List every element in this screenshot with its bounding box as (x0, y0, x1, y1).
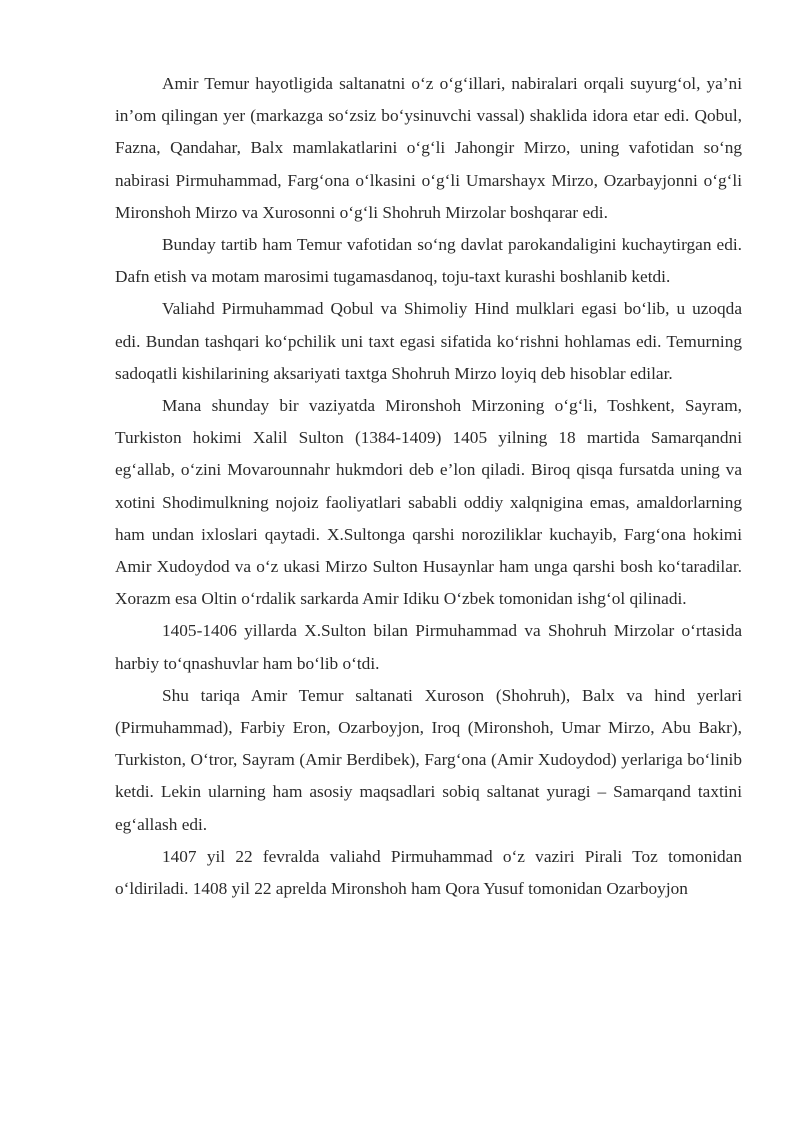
paragraph-1: Amir Temur hayotligida saltanatni o‘z o‘g‘illari, nabiralari orqali suyurg‘ol, ya’ni in’om qilingan yer (markazga so‘zsiz bo‘ysinuvchi vassal) shaklida idora etar edi. Qobul, Fazna, Qandahar, Balx mamlakatlarini o‘g‘li Jahongir Mirzo, uning vafotidan so‘ng nabirasi Pirmuhammad, Farg‘ona o‘lkasini o‘g‘li Umarshayx Mirzo, Ozarbayjonni o‘g‘li Mironshoh Mirzo va Xurosonni o‘g‘li Shohruh Mirzolar boshqarar edi. (115, 74, 742, 222)
paragraph-2: Bunday tartib ham Temur vafotidan so‘ng davlat parokandaligini kuchaytirgan edi. Dafn etish va motam marosimi tugamasdanoq, toju-taxt kurashi boshlanib ketdi. (115, 235, 742, 287)
paragraph-5: 1405-1406 yillarda X.Sulton bilan Pirmuhammad va Shohruh Mirzolar o‘rtasida harbiy to‘qnashuvlar ham bo‘lib o‘tdi. (115, 621, 742, 673)
document-page (115, 68, 742, 905)
paragraph-3: Valiahd Pirmuhammad Qobul va Shimoliy Hind mulklari egasi bo‘lib, u uzoqda edi. Bundan tashqari ko‘pchilik uni taxt egasi sifatida ko‘rishni hohlamas edi. Temurning sadoqatli kishilarining aksariyati taxtga Shohruh Mirzo loyiq deb hisoblar edilar. (115, 299, 742, 383)
paragraph-6: Shu tariqa Amir Temur saltanati Xuroson (Shohruh), Balx va hind yerlari (Pirmuhammad), Farbiy Eron, Ozarboyjon, Iroq (Mironshoh, Umar Mirzo, Abu Bakr), Turkiston, O‘tror, Sayram (Amir Berdibek), Farg‘ona (Amir Xudoydod) yerlariga bo‘linib ketdi. Lekin ularning ham asosiy maqsadlari sobiq saltanat yuragi – Samarqand taxtini eg‘allash edi. (115, 685, 742, 834)
paragraph-4: Mana shunday bir vaziyatda Mironshoh Mirzoning o‘g‘li, Toshkent, Sayram, Turkiston hokimi Xalil Sulton (1384-1409) 1405 yilning 18 martida Samarqandni eg‘allab, o‘zini Movarounnahr hukmdori deb e’lon qiladi. Biroq qisqa fursatda uning va xotini Shodimulkning nojoiz faoliyatlari sababli oddiy xalqnigina emas, amaldorlarning ham undan ixloslari qaytadi. X.Sultonga qarshi noroziliklar kuchayib, Farg‘ona hokimi Amir Xudoydod va o‘z ukasi Mirzo Sulton Husaynlar ham unga qarshi bosh ko‘taradilar. Xorazm esa Oltin o‘rdalik sarkarda Amir Idiku O‘zbek tomonidan ishg‘ol qilinadi. (115, 396, 742, 609)
paragraph-7: 1407 yil 22 fevralda valiahd Pirmuhammad o‘z vaziri Pirali Toz tomonidan o‘ldiriladi. 1408 yil 22 aprelda Mironshoh ham Qora Yusuf tomonidan Ozarboyjon (115, 846, 742, 899)
